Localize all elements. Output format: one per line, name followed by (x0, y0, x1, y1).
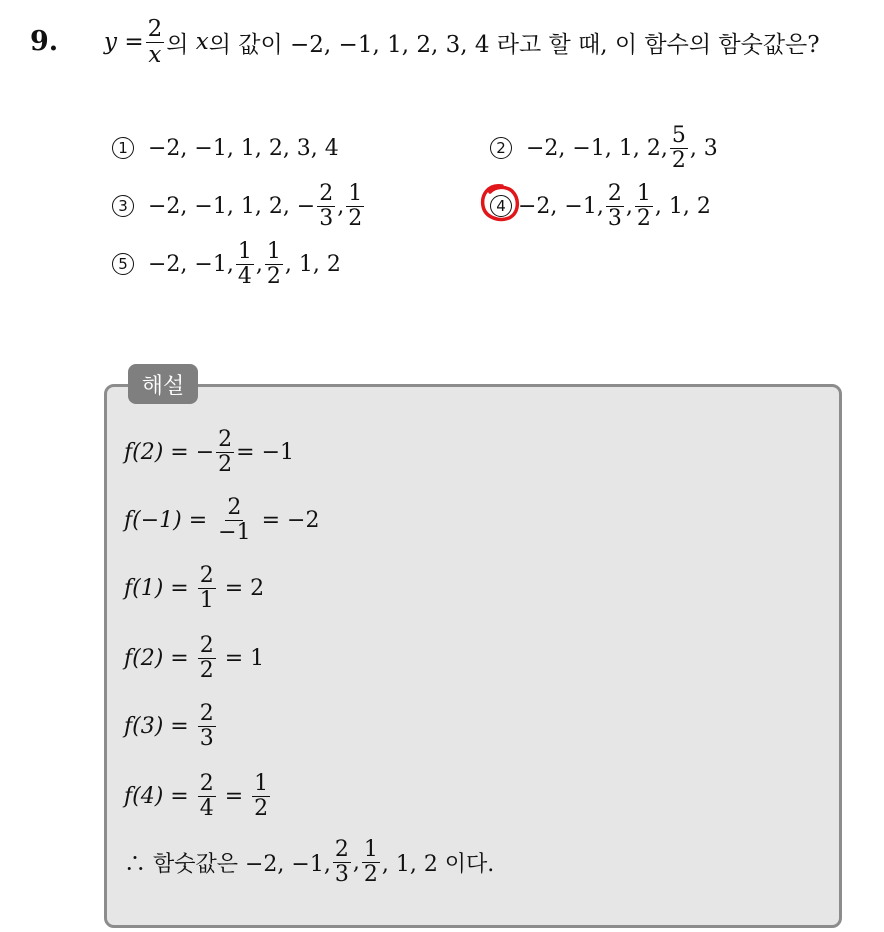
option-fraction-1 (236, 240, 254, 287)
equation-lhs: f(1) = (124, 575, 189, 601)
option-marker-1: 1 (112, 137, 134, 159)
conclusion-text: ∴ 함숫값은 −2, −1, (124, 851, 331, 877)
question-text-2: 의 값이 −2, −1, 1, 2, 3, 4 라고 할 때, 이 함수의 함숫값은? (208, 31, 820, 58)
eq-sign: = (124, 29, 144, 55)
equation-rhs: = −2 (261, 507, 320, 533)
fraction-numerator: 2 (199, 701, 214, 727)
solution-line-6 (124, 764, 272, 828)
option-1[interactable] (112, 118, 339, 178)
fraction-numerator: 1 (266, 239, 281, 265)
option-text: −2, −1, (148, 251, 234, 277)
fraction-numerator: 2 (199, 563, 214, 589)
solution-conclusion (124, 830, 494, 894)
option-text-after: , 1, 2 (284, 251, 341, 277)
fraction-denominator: 2 (254, 795, 269, 821)
fraction-numerator: 5 (671, 123, 686, 149)
equation-rhs: = 2 (224, 575, 265, 601)
option-5[interactable] (112, 234, 341, 294)
fraction-numerator: 2 (227, 495, 242, 521)
option-fraction-2 (635, 182, 653, 229)
fraction-numerator: 2 (218, 427, 233, 453)
fraction-denominator: x (148, 41, 162, 68)
fraction-denominator: 2 (266, 263, 281, 289)
equation-lhs: f(2) = (124, 645, 189, 671)
option-fraction-1 (606, 182, 624, 229)
equation-lhs: f(−1) = (124, 507, 208, 533)
fraction-numerator: 1 (348, 181, 363, 207)
fraction-denominator: 1 (199, 587, 214, 613)
fraction-numerator: 1 (636, 181, 651, 207)
equation-fraction (198, 772, 216, 819)
selected-answer-circle-mark (478, 181, 522, 225)
equation-fraction (216, 496, 252, 543)
option-text-after: , 3 (689, 135, 718, 161)
fraction-denominator: 2 (348, 205, 363, 231)
option-fraction (670, 124, 688, 171)
solution-tag: 해설 (128, 364, 198, 404)
conclusion-separator: , (352, 849, 360, 875)
option-marker-3: 3 (112, 195, 134, 217)
solution-line-5 (124, 694, 218, 758)
option-separator: , (255, 251, 263, 277)
fraction-denominator: 4 (237, 263, 252, 289)
fraction-denominator: 2 (363, 861, 378, 887)
var-x: x (195, 29, 209, 55)
option-text: −2, −1, 1, 2, − (148, 193, 316, 219)
solution-line-4 (124, 626, 264, 690)
fraction-denominator: 3 (319, 205, 334, 231)
equation-lhs: f(2) = − (124, 439, 215, 465)
option-marker-5: 5 (112, 253, 134, 275)
option-fraction-2 (346, 182, 364, 229)
fraction-numerator: 2 (607, 181, 622, 207)
option-text: −2, −1, (518, 193, 604, 219)
fraction-numerator: 1 (254, 771, 269, 797)
option-fraction-2 (265, 240, 283, 287)
solution-line-1 (124, 420, 294, 484)
option-marker-2: 2 (490, 137, 512, 159)
question-text (104, 10, 820, 74)
conclusion-fraction-2 (362, 838, 380, 885)
equation-lhs: f(4) = (124, 783, 189, 809)
option-text: −2, −1, 1, 2, 3, 4 (148, 135, 339, 161)
fraction-numerator: 2 (334, 837, 349, 863)
equation-rhs: = (224, 783, 244, 809)
conclusion-text-after: , 1, 2 이다. (381, 851, 495, 877)
question-text-1: 의 (166, 31, 189, 58)
fraction-numerator: 2 (319, 181, 334, 207)
fraction-denominator: 2 (636, 205, 651, 231)
fraction-numerator: 2 (147, 16, 163, 43)
equation-lhs: f(3) = (124, 713, 189, 739)
solution-line-3 (124, 556, 264, 620)
option-marker-4: 4 (490, 195, 512, 217)
option-3[interactable] (112, 176, 366, 236)
fraction-denominator: 2 (671, 147, 686, 173)
fraction-numerator: 1 (363, 837, 378, 863)
function-fraction (146, 17, 165, 66)
equation-fraction (198, 702, 216, 749)
fraction-denominator: 4 (199, 795, 214, 821)
fraction-denominator: 2 (218, 451, 233, 477)
conclusion-fraction-1 (333, 838, 351, 885)
equation-fraction (198, 634, 216, 681)
fraction-denominator: 3 (199, 725, 214, 751)
var-y: y (104, 29, 117, 55)
fraction-denominator: −1 (218, 519, 251, 545)
equation-fraction-2 (252, 772, 270, 819)
equation-rhs: = 1 (224, 645, 265, 671)
fraction-denominator: 3 (607, 205, 622, 231)
option-4[interactable] (490, 176, 711, 236)
option-separator: , (337, 193, 345, 219)
fraction-denominator: 2 (199, 657, 214, 683)
solution-line-2 (124, 488, 319, 552)
option-text-after: , 1, 2 (654, 193, 711, 219)
equation-rhs: = −1 (236, 439, 295, 465)
option-separator: , (625, 193, 633, 219)
fraction-numerator: 1 (237, 239, 252, 265)
option-2[interactable] (490, 118, 718, 178)
option-fraction-1 (317, 182, 335, 229)
fraction-denominator: 3 (334, 861, 349, 887)
equation-fraction (216, 428, 234, 475)
equation-fraction (198, 564, 216, 611)
fraction-numerator: 2 (199, 771, 214, 797)
fraction-numerator: 2 (199, 633, 214, 659)
option-text: −2, −1, 1, 2, (526, 135, 668, 161)
question-number: 9. (30, 26, 59, 57)
